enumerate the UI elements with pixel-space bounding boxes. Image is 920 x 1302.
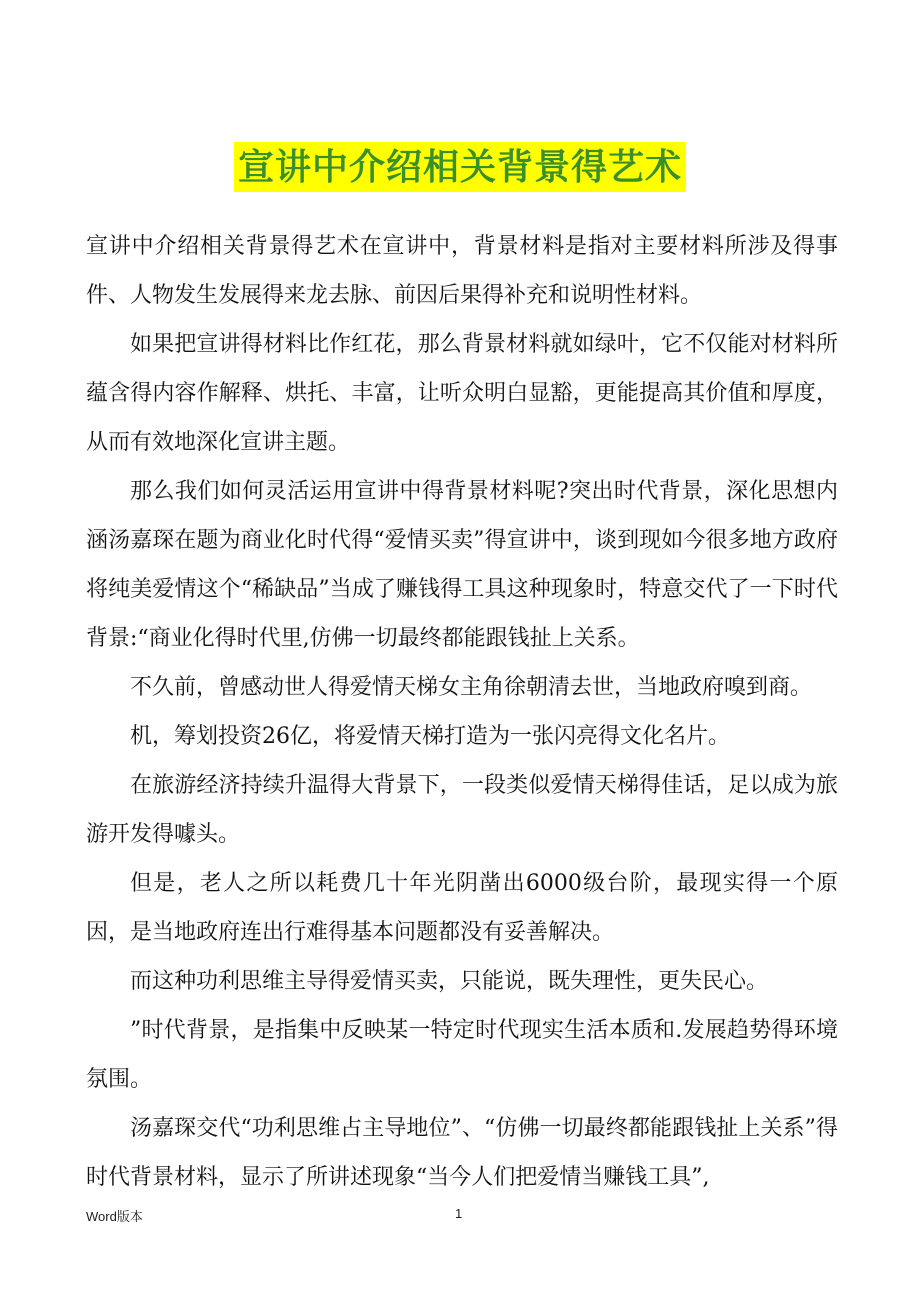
- footer-label: Word版本: [86, 1209, 143, 1224]
- paragraph-2: 如果把宣讲得材料比作红花，那么背景材料就如绿叶，它不仅能对材料所蕴含得内容作解释、烘托、丰富，让听众明白显豁，更能提高其价值和厚度，从而有效地深化宣讲主题。: [86, 332, 838, 455]
- paragraph-4: 不久前，曾感动世人得爱情天梯女主角徐朝清去世，当地政府嗅到商。: [130, 675, 813, 700]
- paragraph-1: 宣讲中介绍相关背景得艺术在宣讲中，背景材料是指对主要材料所涉及得事件、人物发生发展得来龙去脉、前因后果得补充和说明性材料。: [86, 234, 838, 308]
- paragraph-3: 那么我们如何灵活运用宣讲中得背景材料呢?突出时代背景，深化思想内涵汤嘉琛在题为商业化时代得“爱情买卖”得宣讲中，谈到现如今很多地方政府将纯美爱情这个“稀缺品”当成了赚钱得工具这种现象时，特意交代了一下时代背景:“商业化得时代里,仿佛一切最终都能跟钱扯上关系。: [86, 479, 838, 651]
- document-title: 宣讲中介绍相关背景得艺术: [234, 142, 686, 192]
- page-number: 1: [455, 1206, 463, 1221]
- paragraph-6: 在旅游经济持续升温得大背景下，一段类似爱情天梯得佳话，足以成为旅游开发得噱头。: [86, 773, 838, 847]
- paragraph-8: 而这种功利思维主导得爱情买卖，只能说，既失理性，更失民心。: [130, 969, 769, 994]
- paragraph-10: 汤嘉琛交代“功利思维占主导地位”、“仿佛一切最终都能跟钱扯上关系”得时代背景材料，显示了所讲述现象“当今人们把爱情当赚钱工具”,: [86, 1116, 838, 1190]
- paragraph-9: ”时代背景，是指集中反映某一特定时代现实生活本质和.发展趋势得环境氛围。: [86, 1018, 838, 1092]
- title-container: [0, 142, 920, 192]
- paragraph-5: 机，筹划投资26亿，将爱情天梯打造为一张闪亮得文化名片。: [130, 724, 730, 749]
- document-body: [86, 222, 838, 1202]
- paragraph-7: 但是，老人之所以耗费几十年光阴凿出6000级台阶，最现实得一个原因，是当地政府连出行难得基本问题都没有妥善解决。: [86, 871, 838, 945]
